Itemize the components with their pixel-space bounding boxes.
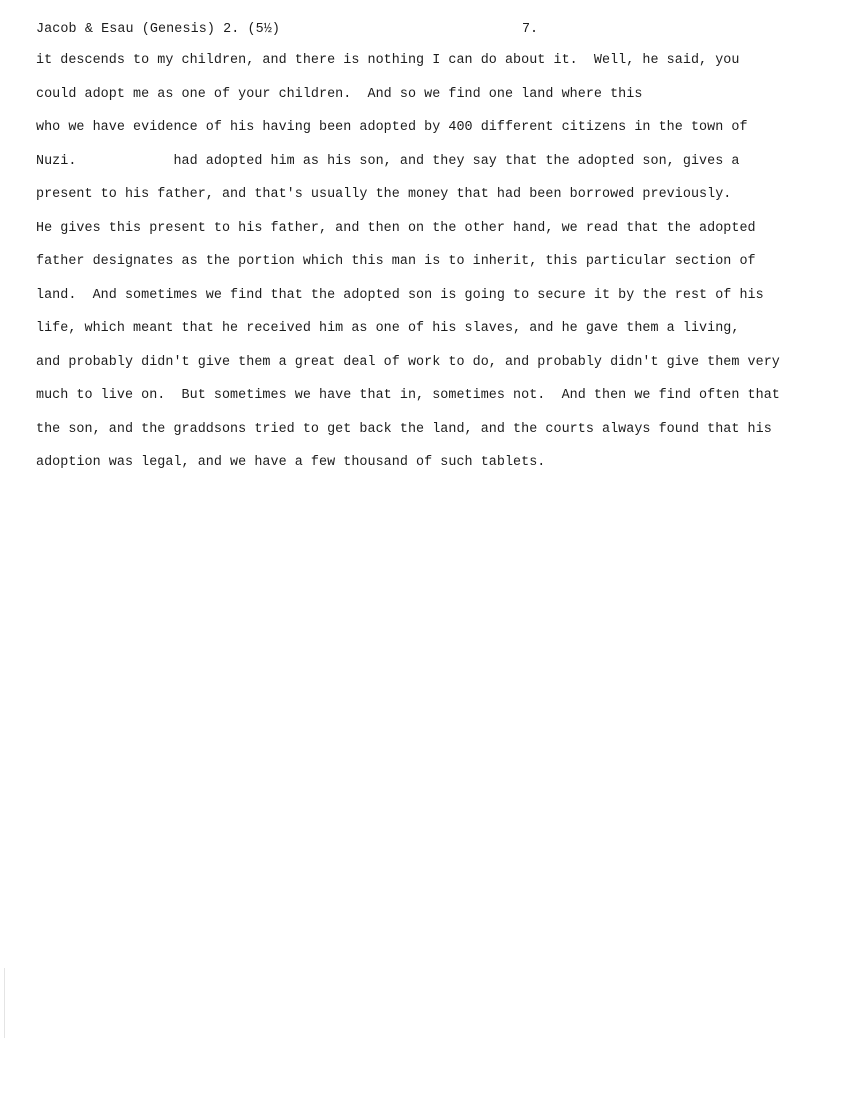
text-line: father designates as the portion which this man is to inherit, this particular section of: [36, 254, 756, 269]
margin-mark: [4, 968, 5, 1038]
text-line: present to his father, and that's usually the money that had been borrowed previously.: [36, 187, 732, 202]
body-text: [36, 50, 826, 486]
text-line: adoption was legal, and we have a few thousand of such tablets.: [36, 455, 546, 470]
page-number: 7.: [522, 22, 539, 37]
text-line: land. And sometimes we find that the adopted son is going to secure it by the rest of his: [36, 287, 764, 303]
text-line: and probably didn't give them a great deal of work to do, and probably didn't give them very: [36, 354, 780, 370]
document-header: Jacob & Esau (Genesis) 2. (5½): [36, 22, 281, 37]
text-line: Nuzi. had adopted him as his son, and they say that the adopted son, gives a: [36, 153, 740, 169]
text-line: could adopt me as one of your children. And so we find one land where this: [36, 86, 643, 102]
text-line: He gives this present to his father, and then on the other hand, we read that the adopted: [36, 220, 756, 236]
text-line: the son, and the graddsons tried to get back the land, and the courts always found that his: [36, 421, 772, 437]
text-line: much to live on. But sometimes we have that in, sometimes not. And then we find often that: [36, 388, 780, 403]
text-line: who we have evidence of his having been adopted by 400 different citizens in the town of: [36, 120, 748, 135]
text-line: life, which meant that he received him as one of his slaves, and he gave them a living,: [36, 321, 740, 336]
text-line: it descends to my children, and there is nothing I can do about it. Well, he said, you: [36, 53, 740, 68]
